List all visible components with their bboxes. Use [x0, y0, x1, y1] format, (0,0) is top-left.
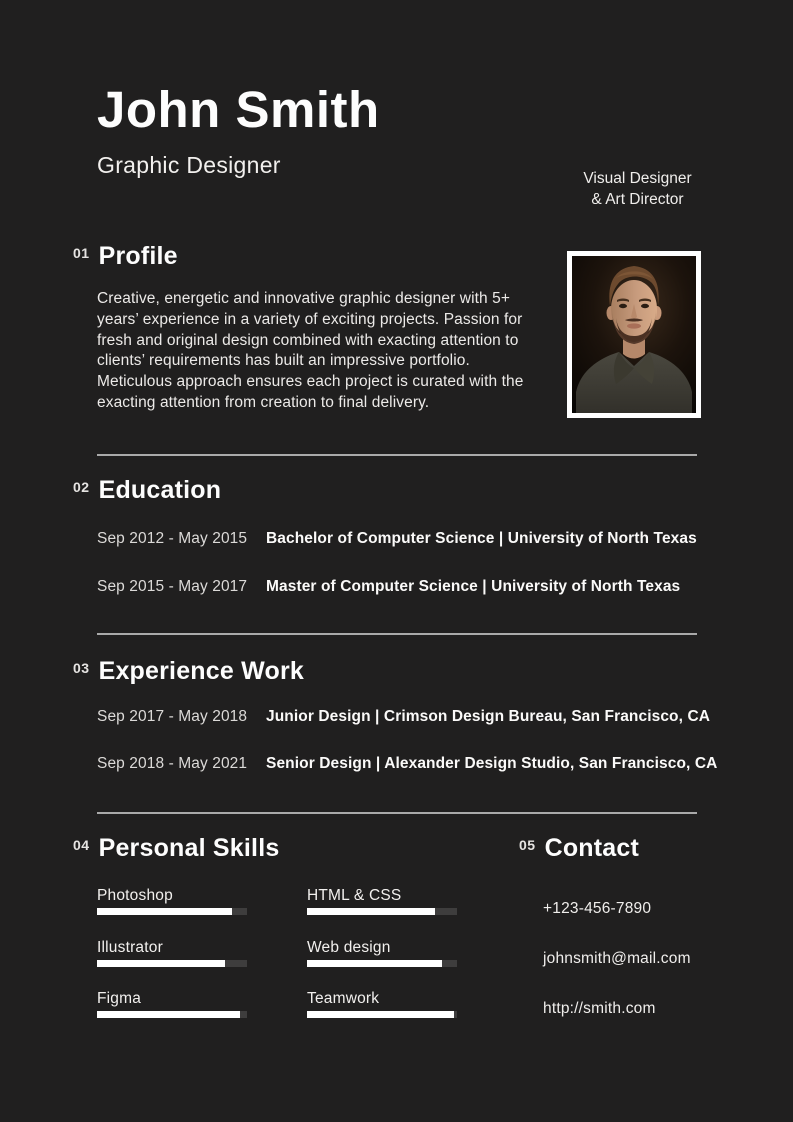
skill-bar-fill [97, 960, 225, 967]
row-period: Sep 2018 - May 2021 [97, 755, 248, 772]
skill-bar-track [97, 908, 247, 915]
skill-item [97, 989, 247, 1018]
section-number: 03 [73, 660, 90, 676]
skill-bar-track [307, 960, 457, 967]
tagline-line-2: & Art Director [591, 191, 684, 208]
skill-bar-fill [97, 908, 232, 915]
education-section-heading [73, 477, 221, 505]
section-divider [97, 454, 697, 456]
profile-section-heading [73, 243, 178, 271]
profile-summary: Creative, energetic and innovative graphic designer with 5+ years’ experience in a variety of exciting projects. Passion for fresh and original design combined with exacting attention to clients’ requirements has built an impressive portfolio. Meticulous approach ensures each project is curated with the exacting attention from creation to final delivery. [97, 290, 524, 411]
skill-item [97, 886, 247, 915]
experience-row [97, 707, 710, 726]
row-period: Sep 2017 - May 2018 [97, 708, 248, 725]
skill-item [307, 886, 457, 915]
skill-bar-track [97, 960, 247, 967]
tagline-line-1: Visual Designer [583, 170, 692, 187]
portrait-illustration [572, 256, 696, 413]
section-divider [97, 812, 697, 814]
skill-label: Figma [97, 990, 142, 1007]
contact-section-heading [519, 835, 639, 863]
profile-photo [567, 251, 701, 418]
row-detail: Senior Design | Alexander Design Studio, San Francisco, CA [266, 755, 718, 772]
skill-bar-track [97, 1011, 247, 1018]
section-title: Education [98, 476, 222, 504]
contact-email: johnsmith@mail.com [543, 950, 691, 967]
contact-phone: +123-456-7890 [543, 900, 652, 917]
section-title: Contact [544, 834, 640, 862]
skills-section-heading [73, 835, 279, 863]
skill-bar-fill [307, 908, 435, 915]
section-number: 02 [73, 479, 90, 495]
education-row [97, 577, 680, 596]
contact-website: http://smith.com [543, 1000, 656, 1017]
section-title: Experience Work [98, 657, 304, 685]
skill-bar-track [307, 1011, 457, 1018]
row-period: Sep 2012 - May 2015 [97, 530, 248, 547]
experience-row [97, 754, 717, 773]
skill-label: Web design [307, 939, 391, 956]
skill-bar-fill [307, 960, 442, 967]
section-number: 01 [73, 245, 90, 261]
section-title: Profile [98, 242, 178, 270]
education-row [97, 529, 697, 548]
skill-label: Teamwork [307, 990, 380, 1007]
section-divider [97, 633, 697, 635]
section-number: 05 [519, 837, 536, 853]
person-name: John Smith [97, 81, 380, 138]
skill-bar-track [307, 908, 457, 915]
experience-section-heading [73, 658, 304, 686]
skill-item [307, 938, 457, 967]
skill-bar-fill [307, 1011, 454, 1018]
section-title: Personal Skills [98, 834, 280, 862]
skill-item [97, 938, 247, 967]
row-detail: Junior Design | Crimson Design Bureau, San Francisco, CA [266, 708, 711, 725]
skill-label: Photoshop [97, 887, 173, 904]
person-role: Graphic Designer [97, 152, 281, 178]
row-detail: Master of Computer Science | University of North Texas [266, 578, 681, 595]
skill-bar-fill [97, 1011, 240, 1018]
skill-label: Illustrator [97, 939, 163, 956]
skill-label: HTML & CSS [307, 887, 402, 904]
row-detail: Bachelor of Computer Science | University of North Texas [266, 530, 697, 547]
header-tagline [560, 168, 715, 210]
skill-item [307, 989, 457, 1018]
section-number: 04 [73, 837, 90, 853]
row-period: Sep 2015 - May 2017 [97, 578, 248, 595]
